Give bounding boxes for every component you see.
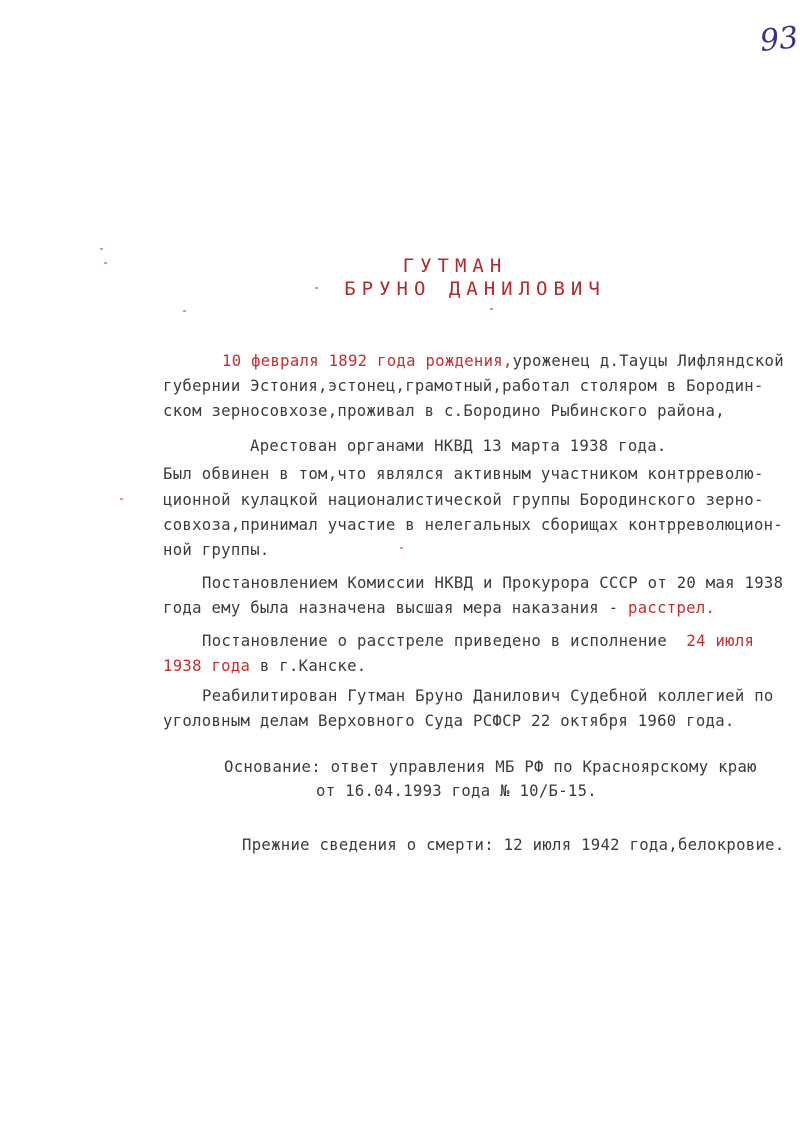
accusation-line-4: ной группы. bbox=[163, 541, 270, 559]
execution-line-1 bbox=[202, 632, 754, 650]
execution-line-2 bbox=[163, 657, 366, 675]
execution-year: 1938 года bbox=[163, 657, 251, 675]
ink-speck bbox=[490, 308, 493, 310]
basis-line-2: от 16.04.1993 года № 10/Б-15. bbox=[316, 782, 597, 800]
ink-speck bbox=[100, 248, 103, 250]
basis-line-1: Основание: ответ управления МБ РФ по Красноярскому краю bbox=[224, 758, 757, 776]
ink-speck bbox=[400, 547, 403, 549]
sentence-verdict: расстрел. bbox=[628, 599, 716, 617]
name-heading: БРУНО ДАНИЛОВИЧ bbox=[344, 278, 606, 300]
accusation-line-3: совхоза,принимал участие в нелегальных сборищах контрреволюцион- bbox=[163, 516, 784, 534]
death-info-line: Прежние сведения о смерти: 12 июля 1942 года,белокровие. bbox=[242, 836, 785, 854]
execution-date: 24 июля bbox=[686, 632, 755, 650]
bio-line-2: губернии Эстония,эстонец,грамотный,работал столяром в Бородин- bbox=[163, 377, 764, 395]
execution-text: Постановление о расстреле приведено в исполнение bbox=[202, 632, 687, 650]
birthplace: уроженец д.Тауцы Лифляндской bbox=[512, 352, 784, 370]
ink-speck bbox=[120, 498, 123, 500]
birth-date: 10 февраля 1892 года рождения, bbox=[222, 352, 513, 370]
accusation-line-1: Был обвинен в том,что являлся активным участником контрреволю- bbox=[163, 465, 764, 483]
sentence-text: года ему была назначена высшая мера наказания - bbox=[163, 599, 629, 617]
ink-speck bbox=[104, 262, 107, 264]
rehab-line-1: Реабилитирован Гутман Бруно Данилович Судебной коллегией по bbox=[202, 687, 774, 705]
sentence-line-2 bbox=[163, 599, 715, 617]
bio-line-3: ском зерносовхозе,проживал в с.Бородино Рыбинского района, bbox=[163, 402, 725, 420]
execution-place: в г.Канске. bbox=[250, 657, 367, 675]
folio-number: 93 bbox=[758, 20, 800, 59]
ink-speck bbox=[315, 287, 318, 289]
bio-line-1 bbox=[222, 352, 784, 370]
surname-heading: ГУТМАН bbox=[402, 255, 508, 277]
accusation-line-2: ционной кулацкой националистической группы Бородинского зерно- bbox=[163, 491, 764, 509]
rehab-line-2: уголовным делам Верховного Суда РСФСР 22 октября 1960 года. bbox=[163, 712, 735, 730]
ink-speck bbox=[183, 310, 186, 312]
sentence-line-1: Постановлением Комиссии НКВД и Прокурора СССР от 20 мая 1938 bbox=[202, 574, 784, 592]
arrest-line: Арестован органами НКВД 13 марта 1938 года. bbox=[250, 437, 667, 455]
